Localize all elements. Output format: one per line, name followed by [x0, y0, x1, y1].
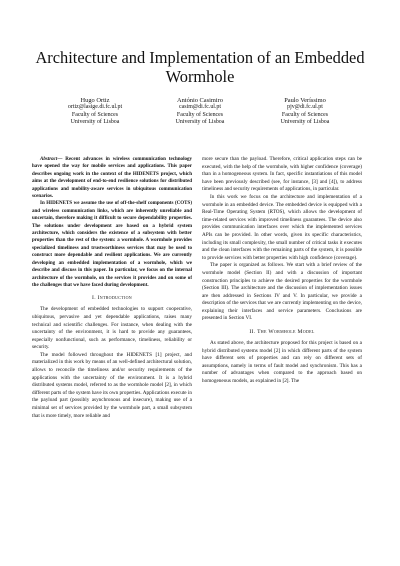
model-paragraph-1: As stated above, the architecture proposed for this project is based on a hybrid distributed systems model [2] in which different parts of the system have different sets of properties and can rely on different sets of assumptions, namely in terms of fault model and synchronism. This has a number of advantages when compared to the approach based on homogeneous models, as explained in [2]. The — [202, 340, 362, 385]
section-title: The Wormhole Model — [257, 329, 315, 336]
abstract-paragraph-2: In HIDENETS we assume the use of off-the-shelf components (COTS) and wireless communication links, which are inherently unreliable and uncertain, therefore making it difficult to secure dependability properties. The solutions under development are based on a hybrid system architecture, which considers the existence of a subsystem with better properties than the rest of the system: a wormhole. A wormhole provides specialized timeliness and trustworthiness services that may be used to construct more dependable and resilient applications. We are currently developing an embedded implementation of a wormhole, which we describe and discuss in this paper. In particular, we focus on the internal architecture of the wormhole, on the services it provides and on some of the challenges that we have faced during development. — [32, 201, 192, 288]
right-paragraph-1: more secure than the payload. Therefore, critical application steps can be executed, with the help of the wormhole, with higher confidence (coverage) than in a homogeneous system. In fact, specific instantiations of this model have been previously described (see, for instance, [3] and [4]), to address timeliness and security requirements of applications, in particular. — [202, 156, 362, 193]
right-paragraph-3: The paper is organized as follows. We start with a brief review of the wormhole model (Section II) and with a discussion of important construction principles to achieve the desired properties for the wormhole (Section III). The architecture and the discussion of implementation issues are then addressed in Sections IV and V. In particular, we provide a description of the services that we are currently implementing on the device, explaining their interfaces and service parameters. Conclusions are presented in Section VI. — [202, 262, 362, 322]
author-email: casim@di.fc.ul.pt — [179, 104, 221, 111]
right-paragraph-2: In this work we focus on the architecture and implementation of a wormhole in an embedded device. The embedded device is equipped with a Real-Time Operating System (RTOS), which allows the development of time-related services with improved timeliness guarantees. The device also provides communication interfaces over which the implemented services APIs can be provided. In other words, given its specific characteristics, including its small complexity, the small number of critical tasks it executes and the clean interfaces with the remaining parts of the system, it is possible to provide services with better properties with high confidence (coverage). — [202, 193, 362, 261]
abstract-text-1: — Recent advances in wireless communication technology have opened the way for mobile services and applications. This paper describes ongoing work in the context of the HIDENETS project, which aims at the development of end-to-end resilience solutions for distributed applications and mobility-aware services in ubiquitous communication scenarios. — [32, 157, 192, 200]
author-3 — [250, 97, 360, 127]
section-title: Introduction — [97, 295, 132, 302]
author-email: pjv@di.fc.ul.pt — [287, 104, 323, 111]
abstract-paragraph-1 — [32, 156, 192, 200]
abstract-label: Abstract — [40, 157, 58, 162]
author-university: University of Lisboa — [70, 119, 120, 126]
author-university: University of Lisboa — [175, 119, 225, 126]
paper-title: Architecture and Implementation of an Embedded Wormhole — [35, 48, 365, 86]
section-numeral: I. — [92, 295, 96, 302]
intro-paragraph-2: The model followed throughout the HIDENETS [1] project, and materialized in this work by means of an well-defined architectural solution, allows to reconcile the timeliness and/or security requirements of the applications with the uncertainty of the environment. It is a hybrid distributed systems model, referred to as the wormhole model [2], in which different parts of the system have its own properties. Applications execute in the payload part (possibly asynchronous and insecure), making use of a minimal set of services provided by the wormhole part, a small subsystem that is more timely, more reliable and — [32, 351, 192, 419]
author-name: Paulo Veríssimo — [284, 97, 326, 104]
left-column — [32, 156, 192, 556]
section-heading-wormhole-model — [202, 329, 362, 336]
intro-paragraph-1: The development of embedded technologies to support cooperative, ubiquitous, pervasive and yet dependable applications, raises many technical and scientific challenges. For instance, when dealing with the uncertainty of the environment, it is hard to provide any guarantees, especially nonfunctional, such as performance, timeliness, reliability or security. — [32, 306, 192, 351]
author-name: António Casimiro — [177, 97, 223, 104]
right-column — [202, 156, 362, 556]
section-numeral: II. — [249, 329, 256, 336]
author-affiliation: Faculty of Sciences — [281, 111, 329, 118]
section-heading-introduction — [32, 295, 192, 302]
author-affiliation: Faculty of Sciences — [71, 111, 119, 118]
author-affiliation: Faculty of Sciences — [176, 111, 224, 118]
author-email: ortiz@lasige.di.fc.ul.pt — [67, 104, 123, 111]
author-name: Hugo Ortiz — [80, 97, 110, 104]
author-1 — [40, 97, 150, 127]
author-university: University of Lisboa — [280, 119, 330, 126]
author-2 — [145, 97, 255, 127]
